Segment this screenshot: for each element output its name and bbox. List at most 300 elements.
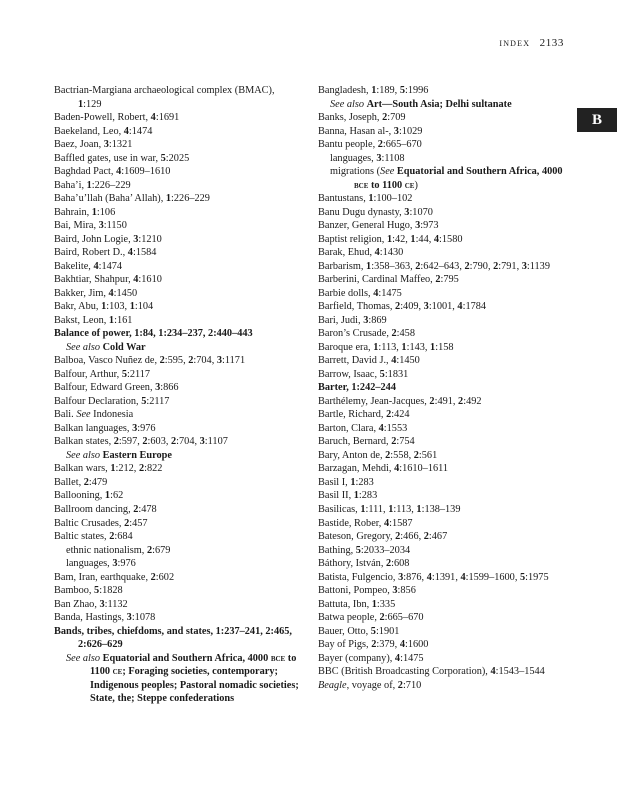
entry-text: :1996 <box>404 85 429 96</box>
entry-text: ce <box>112 666 123 678</box>
entry-text: 3 <box>376 152 382 164</box>
entry-text: 2 <box>83 476 89 488</box>
entry-text: :1831 <box>384 368 409 380</box>
entry-text: :379, <box>376 639 400 651</box>
entry-text: :358–363, <box>371 260 416 272</box>
entry-text: Bangladesh, <box>318 85 372 96</box>
entry-text: :104 <box>134 301 154 313</box>
entry-text: Barak, Ehud, <box>318 247 375 259</box>
entry-text: Balkan states, <box>54 436 114 448</box>
entry-text: Bam, Iran, earthquake, <box>54 571 151 583</box>
entry-text: Ballooning, <box>54 490 105 502</box>
index-entry <box>54 327 299 341</box>
index-entry <box>54 165 299 179</box>
entry-text: 2 <box>395 531 401 543</box>
entry-text: Bary, Anton de, <box>318 449 386 461</box>
index-entry <box>54 233 299 247</box>
entry-text: 3 <box>423 301 429 313</box>
index-entry <box>54 462 299 476</box>
entry-text: 2 <box>493 260 499 272</box>
index-entry <box>318 341 563 355</box>
entry-text: Baha’u’llah (Baha’ Allah), <box>54 193 166 205</box>
entry-text: ethnic nationalism, <box>66 544 147 556</box>
entry-text: 4 <box>127 247 133 259</box>
entry-text: :44, <box>415 233 434 245</box>
index-column-left <box>54 84 299 706</box>
entry-text: 5 <box>141 395 147 407</box>
entry-text: 2 <box>133 503 139 515</box>
entry-text: :1599–1600, <box>465 571 520 583</box>
index-entry <box>54 260 299 274</box>
entry-text: :2117 <box>126 368 151 380</box>
entry-text: Equatorial and Southern Africa, 4000 <box>396 166 563 178</box>
entry-text: :869 <box>368 314 387 326</box>
entry-text: 3 <box>133 233 139 245</box>
entry-text: See also <box>66 652 103 664</box>
index-entry <box>318 138 563 152</box>
entry-text: :1391, <box>431 571 461 583</box>
entry-text: :226–229 <box>91 179 131 191</box>
entry-text: Bai, Mira, <box>54 220 99 232</box>
index-entry <box>318 544 563 558</box>
index-entry <box>318 422 563 436</box>
entry-text: Bartle, Richard, <box>318 409 387 421</box>
entry-text: 1 <box>101 301 107 313</box>
entry-text: 4 <box>394 652 401 664</box>
entry-text: Baghdad Pact, <box>54 166 117 178</box>
entry-text: Baruch, Bernard, <box>318 436 392 448</box>
index-entry <box>54 273 299 287</box>
index-entry <box>318 652 563 666</box>
entry-text: Banks, Joseph, <box>318 112 383 124</box>
entry-text: :491, <box>434 395 459 407</box>
entry-text: Bauer, Otto, <box>318 625 371 637</box>
entry-text: :1210 <box>138 233 162 245</box>
entry-text: 4 <box>460 571 466 583</box>
index-entry <box>318 368 563 382</box>
entry-text: :1610 <box>138 274 162 286</box>
index-entry <box>318 381 563 395</box>
entry-text: :466, <box>400 531 424 543</box>
entry-text: :973 <box>420 220 439 232</box>
index-entry <box>318 84 563 98</box>
entry-text: Bastide, Rober, <box>318 517 384 529</box>
entry-text: Barbie dolls, <box>318 287 374 299</box>
entry-text: 1 <box>165 193 172 205</box>
entry-text: :790, <box>469 260 494 272</box>
index-subentry <box>318 165 563 192</box>
page-number: 2133 <box>539 37 564 49</box>
entry-text: :1070 <box>409 206 433 218</box>
entry-text: :457 <box>129 517 148 529</box>
entry-text: :976 <box>137 422 156 434</box>
entry-text: :1475 <box>400 652 424 664</box>
entry-text: :2025 <box>165 152 190 164</box>
entry-text: :1430 <box>379 247 404 259</box>
index-entry <box>54 206 299 220</box>
index-entry <box>54 422 299 436</box>
entry-text: Balfour Declaration, <box>54 395 142 407</box>
entry-text: :597, <box>118 436 143 448</box>
entry-text: 2 <box>429 395 435 407</box>
entry-text: Bali. <box>54 409 77 421</box>
entry-text: :2033–2034 <box>360 544 411 556</box>
entry-text: :704, <box>193 355 217 367</box>
entry-text: :1475 <box>378 287 402 299</box>
entry-text: :62 <box>110 490 124 502</box>
entry-text: 1 <box>430 341 436 353</box>
entry-text: 1 <box>388 503 394 515</box>
entry-text: 2 <box>379 612 385 624</box>
entry-text: 5 <box>370 625 376 637</box>
entry-text: 2 <box>413 449 419 461</box>
index-entry <box>318 233 563 247</box>
entry-text: :791, <box>498 260 522 272</box>
entry-text: Equatorial and Southern Africa, 4000 <box>102 652 271 664</box>
entry-text: :143, <box>406 341 431 353</box>
entry-text: Barrow, Isaac, <box>318 368 380 380</box>
entry-text: Basilicas, <box>318 503 361 515</box>
entry-text: 4 <box>426 571 432 583</box>
entry-text: 1 <box>350 476 356 488</box>
index-subentry <box>54 557 299 571</box>
entry-text: 5 <box>121 368 127 380</box>
entry-text: 1 <box>78 98 84 110</box>
entry-text: :1474 <box>128 125 153 137</box>
index-entry <box>54 138 299 152</box>
entry-text: :856 <box>397 585 416 597</box>
index-entry <box>318 435 563 449</box>
entry-text: 4 <box>93 260 99 272</box>
entry-text: 5 <box>399 85 405 96</box>
entry-text: :795 <box>440 274 459 286</box>
entry-text: 1 <box>368 193 374 205</box>
entry-text: :2117 <box>146 395 170 407</box>
entry-text: Batwa people, <box>318 612 380 624</box>
entry-text: Baekeland, Leo, <box>54 125 124 137</box>
entry-text: bce <box>270 652 286 664</box>
entry-text: :679 <box>152 544 171 556</box>
entry-text: See <box>380 166 397 178</box>
entry-text: Cold War <box>102 341 146 353</box>
entry-text: Eastern Europe <box>102 449 172 461</box>
entry-text: :42, <box>392 233 411 245</box>
entry-text: :1139 <box>526 260 550 272</box>
index-entry <box>318 611 563 625</box>
index-entry <box>318 260 563 274</box>
entry-text: 2 <box>142 436 148 448</box>
index-entry <box>318 327 563 341</box>
entry-text: 2 <box>171 436 177 448</box>
index-entry <box>54 219 299 233</box>
entry-text: Banzer, General Hugo, <box>318 220 416 232</box>
entry-text: Barbarism, <box>318 260 367 272</box>
entry-text: languages, <box>66 558 113 570</box>
entry-text: 2 <box>423 531 429 543</box>
entry-text: Basil II, <box>318 490 354 502</box>
entry-text: :1450 <box>396 355 420 367</box>
entry-text: Baltic Crusades, <box>54 517 125 529</box>
entry-text: :479 <box>88 476 108 488</box>
entry-text: Art—South Asia; Delhi sultanate <box>366 98 512 110</box>
entry-text: :603, <box>147 436 172 448</box>
entry-text: :226–229 <box>171 193 210 205</box>
index-entry <box>54 84 299 111</box>
index-entry <box>318 395 563 409</box>
entry-text: :754 <box>396 436 415 448</box>
entry-text: :1610–1611 <box>399 463 449 475</box>
entry-text: Bantu people, <box>318 139 378 151</box>
entry-text: 2 <box>159 355 165 367</box>
entry-text: Basil I, <box>318 476 351 488</box>
entry-text: Báthory, István, <box>318 558 386 570</box>
entry-text: :1474 <box>98 260 123 272</box>
entry-text: to 1100 <box>90 652 297 678</box>
entry-text: 1 <box>129 301 135 313</box>
entry-text: :1001, <box>428 301 458 313</box>
index-entry <box>54 435 299 449</box>
entry-text: Ban Zhao, <box>54 598 100 610</box>
entry-text: Baez, Joan, <box>54 139 104 151</box>
entry-text: :113, <box>393 503 417 515</box>
entry-text: Battoni, Pompeo, <box>318 585 393 597</box>
index-entry <box>318 584 563 598</box>
entry-text: 4 <box>490 666 496 678</box>
entry-text: Balfour, Edward Green, <box>54 382 156 394</box>
index-entry <box>318 476 563 490</box>
entry-text: 3 <box>404 206 410 218</box>
entry-text: Baroque era, <box>318 341 374 353</box>
entry-text: Balance of power, 1:84, 1:234–237, 2:440–443 <box>54 328 253 340</box>
index-subentry <box>54 544 299 558</box>
entry-text: 2 <box>458 395 464 407</box>
entry-text: :467 <box>428 531 448 543</box>
entry-text: :458 <box>396 328 415 340</box>
entry-text: 2 <box>371 639 377 651</box>
entry-text: 4 <box>373 287 379 299</box>
running-header <box>499 37 564 49</box>
entry-text: 4 <box>378 422 384 434</box>
entry-text: 3 <box>99 598 105 610</box>
entry-text: :1321 <box>108 139 133 151</box>
index-entry <box>54 354 299 368</box>
entry-text: 5 <box>160 152 166 164</box>
entry-text: Battuta, Ibn, <box>318 598 372 610</box>
entry-text: 3 <box>415 220 421 232</box>
entry-text: Banda, Hastings, <box>54 612 127 624</box>
entry-text: 3 <box>363 314 369 326</box>
entry-text: :283 <box>358 490 378 502</box>
entry-text: Bakker, Jim, <box>54 287 109 299</box>
index-entry <box>318 300 563 314</box>
entry-text: Bamboo, <box>54 585 95 597</box>
entry-text: :704, <box>176 436 200 448</box>
entry-text: 1 <box>386 233 393 245</box>
entry-text: :478 <box>138 503 157 515</box>
entry-text: :561 <box>418 449 438 461</box>
index-entry <box>318 503 563 517</box>
entry-text: 2 <box>464 260 470 272</box>
entry-text: :103, <box>106 301 130 313</box>
entry-text: :665–670 <box>384 612 424 624</box>
index-entry <box>54 246 299 260</box>
entry-text: ; Foraging societies, contemporary; Indigenous peoples; Pastoral nomadic societies; State, the; Steppe confederations <box>90 666 299 705</box>
entry-text: :976 <box>117 558 136 570</box>
entry-text: 2 <box>146 544 153 556</box>
entry-text: 3 <box>126 612 132 624</box>
entry-text: 1 <box>360 503 366 515</box>
entry-text: Barberini, Cardinal Maffeo, <box>318 274 436 286</box>
entry-text: :1691 <box>155 112 180 124</box>
index-entry <box>54 571 299 585</box>
entry-text: :1171 <box>222 355 246 367</box>
index-entry <box>54 395 299 409</box>
entry-text: 2 <box>124 517 130 529</box>
entry-text: 4 <box>399 639 405 651</box>
index-entry <box>318 638 563 652</box>
entry-text: Bay of Pigs, <box>318 639 372 651</box>
entry-text: Baird, Robert D., <box>54 247 128 259</box>
index-entry <box>54 300 299 314</box>
entry-text: :642–643, <box>420 260 465 272</box>
index-entry <box>54 192 299 206</box>
entry-text: 3 <box>392 585 398 597</box>
entry-text: :1609–1610 <box>121 166 171 178</box>
entry-text: :866 <box>160 382 179 394</box>
entry-text: Banu Dugu dynasty, <box>318 206 405 218</box>
entry-text: Balkan languages, <box>54 422 133 434</box>
entry-text: :1587 <box>389 517 413 529</box>
entry-text: 1 <box>371 85 377 96</box>
entry-text: 2 <box>109 531 115 543</box>
entry-text: Bathing, <box>318 544 356 556</box>
entry-text: 1 <box>108 314 115 326</box>
entry-text: Indonesia <box>90 409 134 421</box>
entry-text: 1 <box>401 341 407 353</box>
entry-text: :1901 <box>375 625 400 637</box>
index-entry <box>54 489 299 503</box>
index-entry <box>318 314 563 328</box>
entry-text: 4 <box>457 301 463 313</box>
entry-text: migrations ( <box>330 166 381 178</box>
entry-text: :1580 <box>439 233 463 245</box>
entry-text: 2 <box>188 355 194 367</box>
entry-text: :1828 <box>99 585 123 597</box>
entry-text: :602 <box>155 571 175 583</box>
entry-text: :1107 <box>204 436 228 448</box>
entry-text: :424 <box>391 409 410 421</box>
entry-text: 2 <box>385 449 391 461</box>
entry-text: Barrett, David J., <box>318 355 392 367</box>
entry-text: See also <box>330 98 367 110</box>
entry-text: 1 <box>410 233 416 245</box>
entry-text: Bantustans, <box>318 193 369 205</box>
entry-text: Barfield, Thomas, <box>318 301 396 313</box>
entry-text: 3 <box>132 422 138 434</box>
entry-text: :161 <box>114 314 133 326</box>
entry-text: :158 <box>435 341 454 353</box>
entry-text: See <box>76 409 91 421</box>
entry-text: 4 <box>374 247 380 259</box>
entry-text: :111, <box>365 503 389 515</box>
entry-text: 4 <box>116 166 122 178</box>
index-entry <box>54 368 299 382</box>
entry-text: See also <box>66 341 103 353</box>
entry-text: 4 <box>133 274 139 286</box>
entry-text: :1543–1544 <box>495 666 545 678</box>
entry-text: 4 <box>150 112 156 124</box>
entry-text: Baha’i, <box>54 179 87 191</box>
entry-text: 1 <box>86 179 92 191</box>
index-entry <box>54 625 299 652</box>
entry-text: Barthélemy, Jean-Jacques, <box>318 395 430 407</box>
entry-text: 1 <box>373 341 379 353</box>
index-entry <box>318 125 563 139</box>
entry-text: :1600 <box>405 639 429 651</box>
entry-text: 4 <box>433 233 440 245</box>
entry-text: Balfour, Arthur, <box>54 368 122 380</box>
entry-text: :684 <box>114 531 133 543</box>
entry-text: Barzagan, Mehdi, <box>318 463 395 475</box>
entry-text: :492 <box>463 395 482 407</box>
entry-text: 2 <box>397 679 403 691</box>
index-entry <box>318 246 563 260</box>
index-entry <box>318 489 563 503</box>
entry-text: :129 <box>83 98 102 110</box>
entry-text: 2 <box>395 301 401 313</box>
index-entry <box>318 273 563 287</box>
entry-text: Balboa, Vasco Nuñez de, <box>54 355 160 367</box>
entry-text: Ballroom dancing, <box>54 503 134 515</box>
entry-text: 3 <box>98 220 104 232</box>
entry-text: 1 <box>366 260 372 272</box>
entry-text: 2 <box>377 139 383 151</box>
index-entry <box>318 665 563 679</box>
entry-text: 3 <box>112 558 118 570</box>
entry-text: , voyage of, <box>346 679 398 691</box>
index-subentry <box>318 98 563 112</box>
entry-text: to 1100 <box>368 179 405 191</box>
entry-text: 2 <box>391 436 397 448</box>
index-entry <box>318 679 563 693</box>
entry-text: :1784 <box>462 301 487 313</box>
entry-text: Batista, Fulgencio, <box>318 571 399 583</box>
entry-text: :1108 <box>381 152 405 164</box>
entry-text: 1 <box>91 206 97 218</box>
index-entry <box>54 611 299 625</box>
entry-text: Bayer (company), <box>318 652 395 664</box>
entry-text: ) <box>414 179 418 191</box>
entry-text: 1 <box>353 490 359 502</box>
entry-text: :665–670 <box>382 139 422 151</box>
entry-text: :106 <box>96 206 116 218</box>
entry-text: :138–139 <box>421 503 461 515</box>
entry-text: 3 <box>155 382 161 394</box>
entry-text: Banna, Hasan al-, <box>318 125 394 137</box>
index-entry <box>54 125 299 139</box>
entry-text: Barton, Clara, <box>318 422 379 434</box>
index-entry <box>318 557 563 571</box>
entry-text: 3 <box>393 125 399 137</box>
entry-text: :100–102 <box>373 193 413 205</box>
entry-text: Barter, 1:242–244 <box>318 382 396 394</box>
header-label: index <box>499 37 531 49</box>
index-entry <box>54 476 299 490</box>
index-entry <box>318 354 563 368</box>
entry-text: Baffled gates, use in war, <box>54 152 161 164</box>
index-entry <box>54 314 299 328</box>
index-entry <box>318 219 563 233</box>
